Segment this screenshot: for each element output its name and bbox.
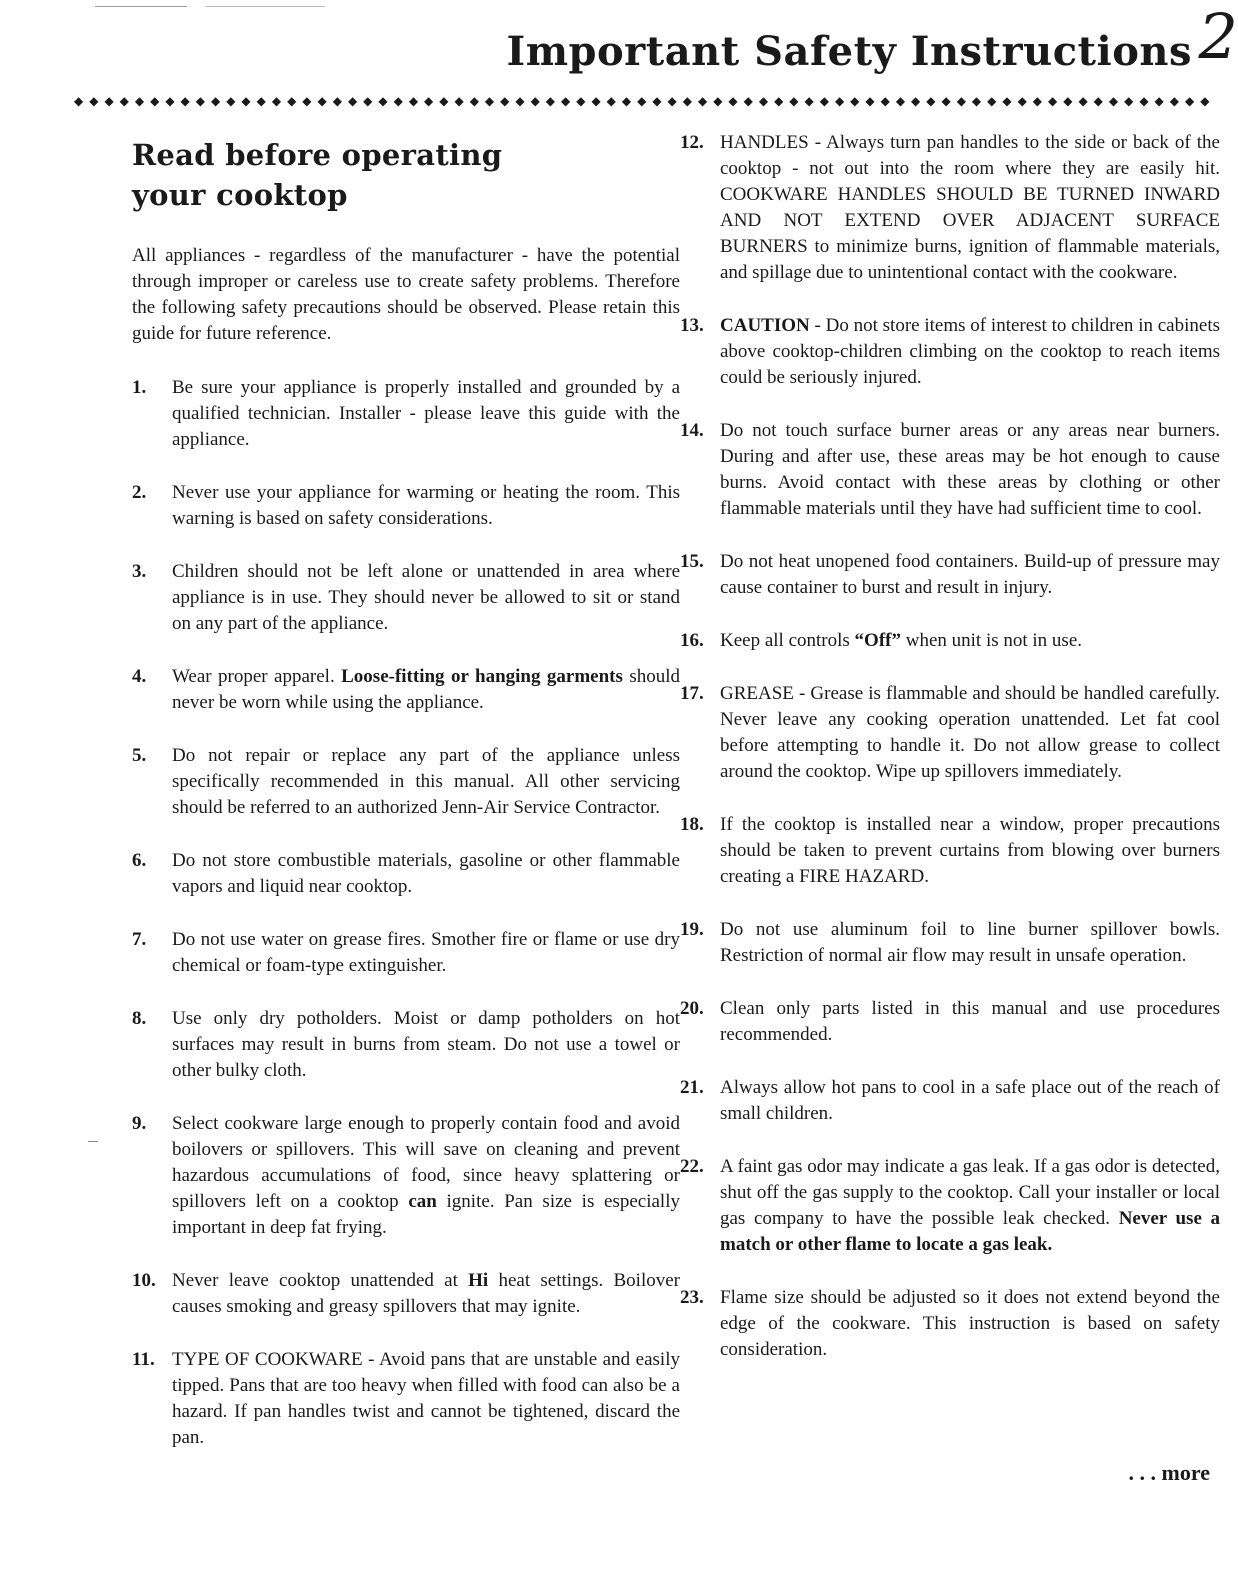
list-item: [680, 996, 1220, 1048]
diamond-icon: ◆: [317, 94, 327, 108]
diamond-icon: ◆: [895, 94, 906, 108]
item-text: [172, 480, 680, 532]
diamond-icon: ◆: [926, 94, 936, 108]
item-number: 8.: [132, 1008, 147, 1029]
diamond-icon: ◆: [424, 94, 434, 108]
item-number: 11.: [132, 1349, 155, 1370]
diamond-icon: ◆: [1200, 94, 1210, 108]
item-number: 23.: [680, 1287, 704, 1308]
list-item: [680, 1285, 1220, 1363]
item-text: [172, 743, 680, 821]
list-item: [680, 681, 1220, 785]
diamond-icon: ◆: [1108, 94, 1119, 108]
list-item: [680, 1075, 1220, 1127]
item-text: [172, 664, 680, 716]
diamond-icon: ◆: [911, 94, 921, 108]
body-text: Keep all controls: [720, 630, 855, 651]
item-number: 10.: [132, 1270, 156, 1291]
intro-paragraph: All appliances - regardless of the manufacturer - have the potential through improper or careless use to create safety problems. Therefore the following safety precautions should be observed. Please retain this guide for future reference.: [132, 245, 680, 344]
list-item: [132, 1268, 680, 1320]
diamond-icon: ◆: [1093, 94, 1103, 108]
body-text: Never use your appliance for warming or heating the room. This warning is based on safety considerations.: [172, 482, 680, 529]
diamond-icon: ◆: [545, 94, 556, 108]
list-item: [132, 743, 680, 821]
body-text: Do not heat unopened food containers. Build-up of pressure may cause container to burst and result in injury.: [720, 551, 1220, 598]
body-text: Children should not be left alone or unattended in area where appliance is in use. They should never be allowed to sit or stand on any part of the appliance.: [172, 561, 680, 634]
diamond-icon: ◆: [576, 94, 586, 108]
list-item: [132, 375, 680, 453]
diamond-icon: ◆: [1139, 94, 1149, 108]
diamond-icon: ◆: [1063, 94, 1073, 108]
diamond-icon: ◆: [1154, 94, 1164, 108]
list-item: [680, 313, 1220, 391]
diamond-icon: ◆: [393, 94, 403, 108]
item-number: 12.: [680, 132, 704, 153]
list-item: [680, 1154, 1220, 1258]
diamond-icon: ◆: [1169, 94, 1179, 108]
list-item: [132, 927, 680, 979]
continued-marker: . . . more: [1128, 1460, 1210, 1485]
diamond-divider: [74, 95, 1220, 107]
diamond-icon: ◆: [941, 94, 951, 108]
diamond-icon: ◆: [89, 94, 99, 108]
body-text: Do not use aluminum foil to line burner spillover bowls. Restriction of normal air flow may result in unsafe operation.: [720, 919, 1220, 966]
diamond-icon: ◆: [743, 94, 753, 108]
item-text: [720, 917, 1220, 969]
body-text: Select cookware large enough to properly contain food and avoid boilovers or spillovers. This will save on cleaning and prevent hazardous accumulations of food, since heavy splattering or spillovers left on a cooktop: [172, 1113, 680, 1212]
diamond-icon: ◆: [180, 94, 190, 108]
list-item: [680, 130, 1220, 286]
item-number: 22.: [680, 1156, 704, 1177]
body-text: Flame size should be adjusted so it does not extend beyond the edge of the cookware. This instruction is based on safety consideration.: [720, 1287, 1220, 1360]
emphasis-text: Hi: [468, 1270, 489, 1291]
item-text: [172, 375, 680, 453]
item-number: 19.: [680, 919, 704, 940]
list-item: [680, 418, 1220, 522]
item-text: [172, 1111, 680, 1241]
section-heading: Read before operating your cooktop: [132, 138, 503, 212]
diamond-icon: ◆: [165, 94, 175, 108]
body-text: Do not repair or replace any part of the appliance unless specifically recommended in this manual. All other servicing should be referred to an authorized Jenn-Air Service Contractor.: [172, 745, 680, 818]
diamond-icon: ◆: [1078, 94, 1088, 108]
item-number: 18.: [680, 814, 704, 835]
item-number: 15.: [680, 551, 704, 572]
diamond-icon: ◆: [697, 94, 708, 108]
left-column: [132, 130, 680, 1478]
item-text: [172, 1006, 680, 1084]
diamond-icon: ◆: [1124, 94, 1134, 108]
diamond-icon: ◆: [454, 94, 464, 108]
diamond-icon: ◆: [150, 94, 160, 108]
item-text: [720, 549, 1220, 601]
body-text: TYPE OF COOKWARE - Avoid pans that are unstable and easily tipped. Pans that are too heavy when filled with food can also be a hazard. If pan handles twist and cannot be tightened, discard the pan.: [172, 1349, 680, 1448]
diamond-icon: ◆: [865, 94, 875, 108]
list-item: [132, 480, 680, 532]
body-text: should never be worn while using the appliance.: [172, 666, 680, 713]
diamond-icon: ◆: [606, 94, 616, 108]
item-number: 14.: [680, 420, 704, 441]
diamond-icon: ◆: [1017, 94, 1027, 108]
diamond-icon: ◆: [1002, 94, 1012, 108]
diamond-icon: ◆: [210, 94, 221, 108]
item-number: 16.: [680, 630, 704, 651]
diamond-icon: ◆: [332, 94, 342, 108]
diamond-icon: ◆: [1048, 94, 1058, 108]
item-text: [720, 1285, 1220, 1363]
page-number: 2: [1198, 0, 1238, 73]
page-title: Important Safety Instructions: [506, 28, 1192, 75]
item-number: 3.: [132, 561, 147, 582]
body-text: Always allow hot pans to cool in a safe place out of the reach of small children.: [720, 1077, 1220, 1124]
scan-artifact: [95, 6, 325, 7]
body-text: when unit is not in use.: [900, 630, 1083, 651]
body-text: Clean only parts listed in this manual and use procedures recommended.: [720, 998, 1220, 1045]
diamond-icon: ◆: [682, 94, 692, 108]
diamond-icon: ◆: [774, 94, 784, 108]
diamond-icon: ◆: [256, 94, 266, 108]
item-text: [172, 1347, 680, 1451]
diamond-icon: ◆: [500, 94, 510, 108]
item-text: [720, 130, 1220, 286]
emphasis-text: can: [408, 1191, 437, 1212]
diamond-icon: ◆: [271, 94, 282, 108]
diamond-icon: ◆: [515, 94, 525, 108]
instruction-list-right: [680, 130, 1220, 1363]
diamond-icon: ◆: [621, 94, 632, 108]
emphasis-text: Loose-fitting or hanging garments: [341, 666, 623, 687]
diamond-icon: ◆: [637, 94, 647, 108]
item-number: 2.: [132, 482, 147, 503]
diamond-icon: ◆: [302, 94, 312, 108]
emphasis-text: “Off”: [854, 630, 901, 651]
item-text: [720, 681, 1220, 785]
list-item: [680, 628, 1200, 654]
list-item: [680, 917, 1220, 969]
body-text: Never leave cooktop unattended at: [172, 1270, 469, 1291]
item-text: [720, 812, 1220, 890]
list-item: [132, 848, 680, 900]
body-text: - Do not store items of interest to children in cabinets above cooktop-children climbing on the cooktop to reach items could be seriously injured.: [720, 315, 1220, 388]
diamond-icon: ◆: [226, 94, 236, 108]
item-text: [720, 418, 1220, 522]
diamond-icon: ◆: [484, 94, 495, 108]
diamond-icon: ◆: [880, 94, 890, 108]
body-text: Do not store combustible materials, gasoline or other flammable vapors and liquid near cooktop.: [172, 850, 680, 897]
body-text: GREASE - Grease is flammable and should be handled carefully. Never leave any cooking operation unattended. Let fat cool before attempting to handle it. Do not allow grease to collect around the cooktop. Wipe up spillovers immediately.: [720, 683, 1220, 782]
item-number: 17.: [680, 683, 704, 704]
body-text: If the cooktop is installed near a window, proper precautions should be taken to prevent curtains from blowing over burners creating a FIRE HAZARD.: [720, 814, 1220, 887]
emphasis-text: Never use a match or other flame to locate a gas leak.: [720, 1208, 1220, 1255]
list-item: [132, 1347, 680, 1451]
diamond-icon: ◆: [1032, 94, 1043, 108]
diamond-icon: ◆: [74, 94, 84, 108]
diamond-icon: ◆: [758, 94, 769, 108]
diamond-icon: ◆: [789, 94, 799, 108]
diamond-icon: ◆: [804, 94, 814, 108]
diamond-icon: ◆: [728, 94, 738, 108]
list-item: [132, 1111, 680, 1241]
diamond-icon: ◆: [561, 94, 571, 108]
diamond-icon: ◆: [591, 94, 601, 108]
diamond-icon: ◆: [378, 94, 388, 108]
item-number: 20.: [680, 998, 704, 1019]
list-item: [132, 559, 680, 637]
item-text: [720, 313, 1220, 391]
margin-mark: [88, 1141, 98, 1142]
item-number: 21.: [680, 1077, 704, 1098]
right-column: [680, 130, 1220, 1390]
instruction-list-left: [132, 375, 680, 1451]
diamond-icon: ◆: [119, 94, 129, 108]
item-text: [172, 559, 680, 637]
diamond-icon: ◆: [347, 94, 358, 108]
emphasis-text: CAUTION: [720, 315, 810, 336]
body-text: HANDLES - Always turn pan handles to the side or back of the cooktop - not out into the room where they are easily hit. COOKWARE HANDLES SHOULD BE TURNED INWARD AND NOT EXTEND OVER ADJACENT SURFACE BURNERS to minimize burns, ignition of flammable materials, and spillage due to unintentional contact with the cookware.: [720, 132, 1220, 283]
item-text: [720, 1154, 1220, 1258]
diamond-icon: ◆: [667, 94, 677, 108]
item-number: 9.: [132, 1113, 147, 1134]
list-item: [680, 812, 1220, 890]
diamond-icon: ◆: [363, 94, 373, 108]
item-text: [720, 996, 1220, 1048]
item-number: 4.: [132, 666, 147, 687]
body-text: Use only dry potholders. Moist or damp potholders on hot surfaces may result in burns from steam. Do not use a towel or other bulky cloth.: [172, 1008, 680, 1081]
item-text: [720, 1075, 1220, 1127]
item-text: [172, 927, 680, 979]
diamond-icon: ◆: [287, 94, 297, 108]
item-text: [720, 628, 1220, 654]
list-item: [132, 664, 680, 716]
list-item: [680, 549, 1220, 601]
item-number: 13.: [680, 315, 704, 336]
item-number: 5.: [132, 745, 147, 766]
body-text: Wear proper apparel.: [172, 666, 342, 687]
diamond-icon: ◆: [834, 94, 845, 108]
diamond-icon: ◆: [134, 94, 145, 108]
diamond-icon: ◆: [819, 94, 829, 108]
diamond-icon: ◆: [971, 94, 982, 108]
body-text: A faint gas odor may indicate a gas leak. If a gas odor is detected, shut off the gas supply to the cooktop. Call your installer or local gas company to have the possible leak checked.: [720, 1156, 1220, 1229]
body-text: Do not touch surface burner areas or any areas near burners. During and after use, these areas may be hot enough to cause burns. Avoid contact with these areas by clothing or other flammable materials until they have had sufficient time to cool.: [720, 420, 1220, 519]
body-text: Do not use water on grease fires. Smother fire or flame or use dry chemical or foam-type extinguisher.: [172, 929, 680, 976]
diamond-icon: ◆: [469, 94, 479, 108]
item-text: [172, 1268, 680, 1320]
item-text: [172, 848, 680, 900]
diamond-icon: ◆: [987, 94, 997, 108]
diamond-icon: ◆: [530, 94, 540, 108]
diamond-icon: ◆: [713, 94, 723, 108]
diamond-icon: ◆: [850, 94, 860, 108]
diamond-icon: ◆: [241, 94, 251, 108]
diamond-icon: ◆: [195, 94, 205, 108]
body-text: heat settings. Boilover causes smoking and greasy spillovers that may ignite.: [172, 1270, 680, 1317]
body-text: ignite. Pan size is especially important in deep fat frying.: [172, 1191, 680, 1238]
diamond-icon: ◆: [652, 94, 662, 108]
list-item: [132, 1006, 680, 1084]
body-text: Be sure your appliance is properly installed and grounded by a qualified technician. Installer - please leave this guide with the appliance.: [172, 377, 680, 450]
diamond-icon: ◆: [956, 94, 966, 108]
diamond-icon: ◆: [1184, 94, 1195, 108]
diamond-icon: ◆: [439, 94, 449, 108]
item-number: 1.: [132, 377, 147, 398]
item-number: 6.: [132, 850, 147, 871]
diamond-icon: ◆: [408, 94, 419, 108]
item-number: 7.: [132, 929, 147, 950]
diamond-icon: ◆: [104, 94, 114, 108]
